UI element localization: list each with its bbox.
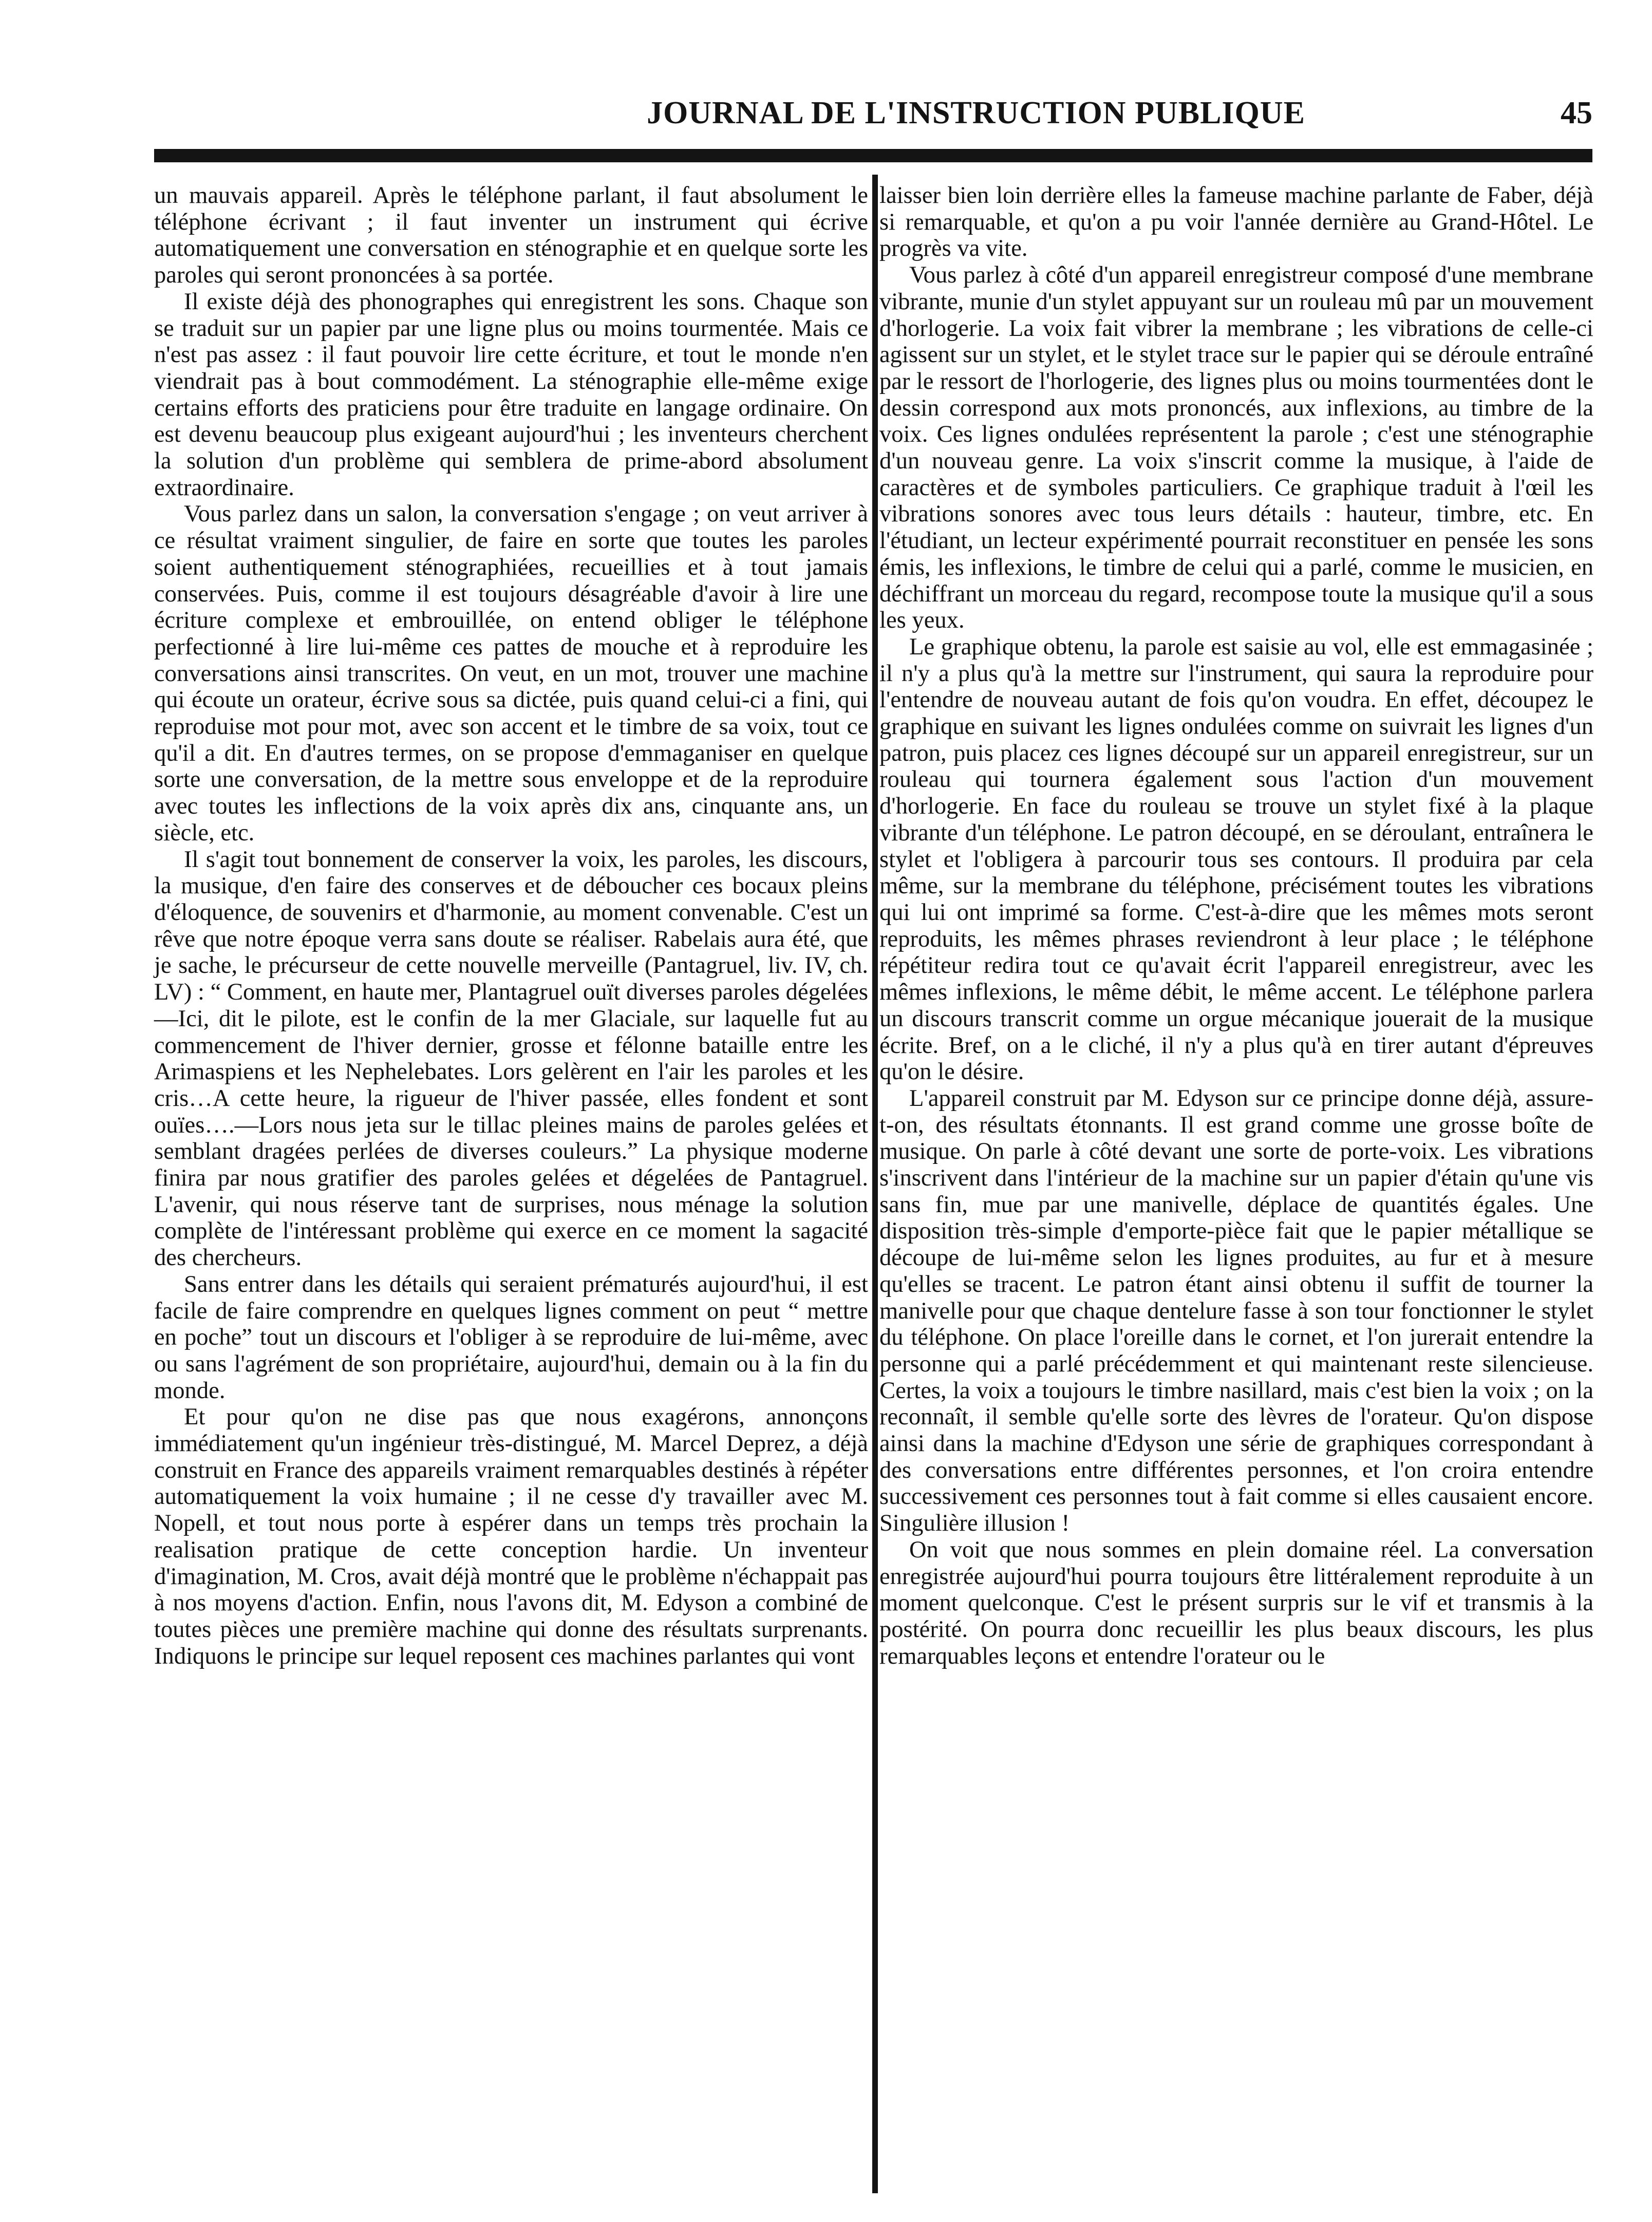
paragraph: Vous parlez à côté d'un appareil enregistreur composé d'une membrane vibrante, munie d'un stylet appuyant sur un rouleau mû par un mouvement d'horlogerie. La voix fait vibrer la membrane ; les vibrations de celle-ci agissent sur un stylet, et le stylet trace sur le papier qui se déroule entraîné par le ressort de l'horlogerie, des lignes plus ou moins tourmentées dont le dessin correspond aux mots prononcés, aux inflexions, au timbre de la voix. Ces lignes ondulées représentent la parole ; c'est une sténographie d'un nouveau genre. La voix s'inscrit comme la musique, à l'aide de caractères et de symboles particuliers. Ce graphique traduit à l'œil les vibrations sonores avec tous leurs détails : hauteur, timbre, etc. En l'étudiant, un lecteur expérimenté pourrait reconstituer en pensée les sons émis, les inflexions, le timbre de celui qui a parlé, comme le musicien, en déchiffrant un morceau du regard, recompose toute la musique qu'il a sous les yeux. <box>879 261 1593 634</box>
left-column <box>154 182 868 1669</box>
running-head: JOURNAL DE L'INSTRUCTION PUBLIQUE <box>647 96 1305 130</box>
paragraph: On voit que nous sommes en plein domaine réel. La conversation enregistrée aujourd'hui pourra toujours être littéralement reproduite à un moment quelconque. C'est le présent surpris sur le vif et transmis à la postérité. On pourra donc recueillir les plus beaux discours, les plus remarquables leçons et entendre l'orateur ou le <box>879 1536 1593 1669</box>
paragraph: L'appareil construit par M. Edyson sur ce principe donne déjà, assure-t-on, des résultats étonnants. Il est grand comme une grosse boîte de musique. On parle à côté devant une sorte de porte-voix. Les vibrations s'inscrivent dans l'intérieur de la machine sur un papier d'étain qu'une vis sans fin, mue par une manivelle, déplace de quantités égales. Une disposition très-simple d'emporte-pièce fait que le papier métallique se découpe de lui-même selon les lignes produites, au fur et à mesure qu'elles se tracent. Le patron étant ainsi obtenu il suffit de tourner la manivelle pour que chaque dentelure fasse à son tour fonctionner le stylet du téléphone. On place l'oreille dans le cornet, et l'on jurerait entendre la personne qui a parlé précédemment et qui maintenant reste silencieuse. Certes, la voix a toujours le timbre nasillard, mais c'est bien la voix ; on la reconnaît, il semble qu'elle sorte des lèvres de l'orateur. Qu'on dispose ainsi dans la machine d'Edyson une série de graphiques correspondant à des conversations entre différentes personnes, et l'on croira entendre successivement ces personnes tout à fait comme si elles causaient encore. Singulière illusion ! <box>879 1084 1593 1537</box>
paragraph: Le graphique obtenu, la parole est saisie au vol, elle est emmagasinée ; il n'y a plus qu'à la mettre sur l'instrument, qui saura la reproduire pour l'entendre de nouveau autant de fois qu'on voudra. En effet, découpez le graphique en suivant les lignes ondulées comme on suivrait les lignes d'un patron, puis placez ces lignes découpé sur un appareil enregistreur, sur un rouleau qui tournera également sous l'action d'un mouvement d'horlogerie. En face du rouleau se trouve un stylet fixé à la plaque vibrante d'un téléphone. Le patron découpé, en se déroulant, entraînera le stylet et l'obligera à parcourir tous ses contours. Il produira par cela même, sur la membrane du téléphone, précisément toutes les vibrations qui lui ont imprimé sa forme. C'est-à-dire que les mêmes mots seront reproduits, les mêmes phrases reviendront à leur place ; le téléphone répétiteur redira tout ce qu'avait écrit l'appareil enregistreur, avec les mêmes inflexions, le même débit, le même accent. Le téléphone parlera un discours transcrit comme un orgue mécanique jouerait de la musique écrite. Bref, on a le cliché, il n'y a plus qu'à en tirer autant d'épreuves qu'on le désire. <box>879 633 1593 1085</box>
paragraph: Et pour qu'on ne dise pas que nous exagérons, annonçons immédiatement qu'un ingénieur très-distingué, M. Marcel Deprez, a déjà construit en France des appareils vraiment remarquables destinés à répéter automatiquement la voix humaine ; il ne cesse d'y travailler avec M. Nopell, et tout nous porte à espérer dans un temps très prochain la realisation pratique de cette conception hardie. Un inventeur d'imagination, M. Cros, avait déjà montré que le problème n'échappait pas à nos moyens d'action. Enfin, nous l'avons dit, M. Edyson a combiné de toutes pièces une première machine qui donne des résultats surprenants. Indiquons le principe sur lequel reposent ces machines parlantes qui vont <box>154 1403 868 1669</box>
paragraph: laisser bien loin derrière elles la fameuse machine parlante de Faber, déjà si remarquable, et qu'on a pu voir l'année dernière au Grand-Hôtel. Le progrès va vite. <box>879 182 1593 262</box>
page-number: 45 <box>1561 96 1592 130</box>
header-rule <box>154 149 1592 162</box>
right-column <box>879 182 1593 1669</box>
column-divider <box>872 175 878 2193</box>
paragraph: Vous parlez dans un salon, la conversation s'engage ; on veut arriver à ce résultat vraiment singulier, de faire en sorte que toutes les paroles soient authentiquement sténographiées, recueillies et à tout jamais conservées. Puis, comme il est toujours désagréable d'avoir à lire une écriture complexe et embrouillée, on entend obliger le téléphone perfectionné à lire lui-même ces pattes de mouche et à reproduire les conversations ainsi transcrites. On veut, en un mot, trouver une machine qui écoute un orateur, écrive sous sa dictée, puis quand celui-ci a fini, qui reproduise mot pour mot, avec son accent et le timbre de sa voix, tout ce qu'il a dit. En d'autres termes, on se propose d'emmaganiser en quelque sorte une conversation, de la mettre sous enveloppe et de la reproduire avec toutes les inflections de la voix après dix ans, cinquante ans, un siècle, etc. <box>154 500 868 846</box>
paragraph: Il existe déjà des phonographes qui enregistrent les sons. Chaque son se traduit sur un papier par une ligne plus ou moins tourmentée. Mais ce n'est pas assez : il faut pouvoir lire cette écriture, et tout le monde n'en viendrait pas à bout commodément. La sténographie elle-même exige certains efforts des praticiens pour être traduite en langage ordinaire. On est devenu beaucoup plus exigeant aujourd'hui ; les inventeurs cherchent la solution d'un problème qui semblera de prime-abord absolument extraordinaire. <box>154 288 868 501</box>
page-header <box>154 95 1592 141</box>
paragraph: Sans entrer dans les détails qui seraient prématurés aujourd'hui, il est facile de faire comprendre en quelques lignes comment on peut “ mettre en poche” tout un discours et l'obliger à se reproduire de lui-même, avec ou sans l'agrément de son propriétaire, aujourd'hui, demain ou à la fin du monde. <box>154 1270 868 1404</box>
paragraph: Il s'agit tout bonnement de conserver la voix, les paroles, les discours, la musique, d'en faire des conserves et de déboucher ces bocaux pleins d'éloquence, de souvenirs et d'harmonie, au moment convenable. C'est un rêve que notre époque verra sans doute se réaliser. Rabelais aura été, que je sache, le précurseur de cette nouvelle merveille (Pantagruel, liv. IV, ch. LV) : “ Comment, en haute mer, Plantagruel ouït diverses paroles dégelées—Ici, dit le pilote, est le confin de la mer Glaciale, sur laquelle fut au commencement de l'hiver dernier, grosse et félonne bataille entre les Arimaspiens et les Nephelebates. Lors gelèrent en l'air les paroles et les cris…A cette heure, la rigueur de l'hiver passée, elles fondent et sont ouïes….—Lors nous jeta sur le tillac pleines mains de paroles gelées et semblant dragées perlées de diverses couleurs.” La physique moderne finira par nous gratifier des paroles gelées et dégelées de Pantagruel. L'avenir, qui nous réserve tant de surprises, nous ménage la solution complète de l'intéressant problème qui exerce en ce moment la sagacité des chercheurs. <box>154 845 868 1271</box>
paragraph: un mauvais appareil. Après le téléphone parlant, il faut absolument le téléphone écrivant ; il faut inventer un instrument qui écrive automatiquement une conversation en sténographie et en quelque sorte les paroles qui seront prononcées à sa portée. <box>154 182 868 289</box>
